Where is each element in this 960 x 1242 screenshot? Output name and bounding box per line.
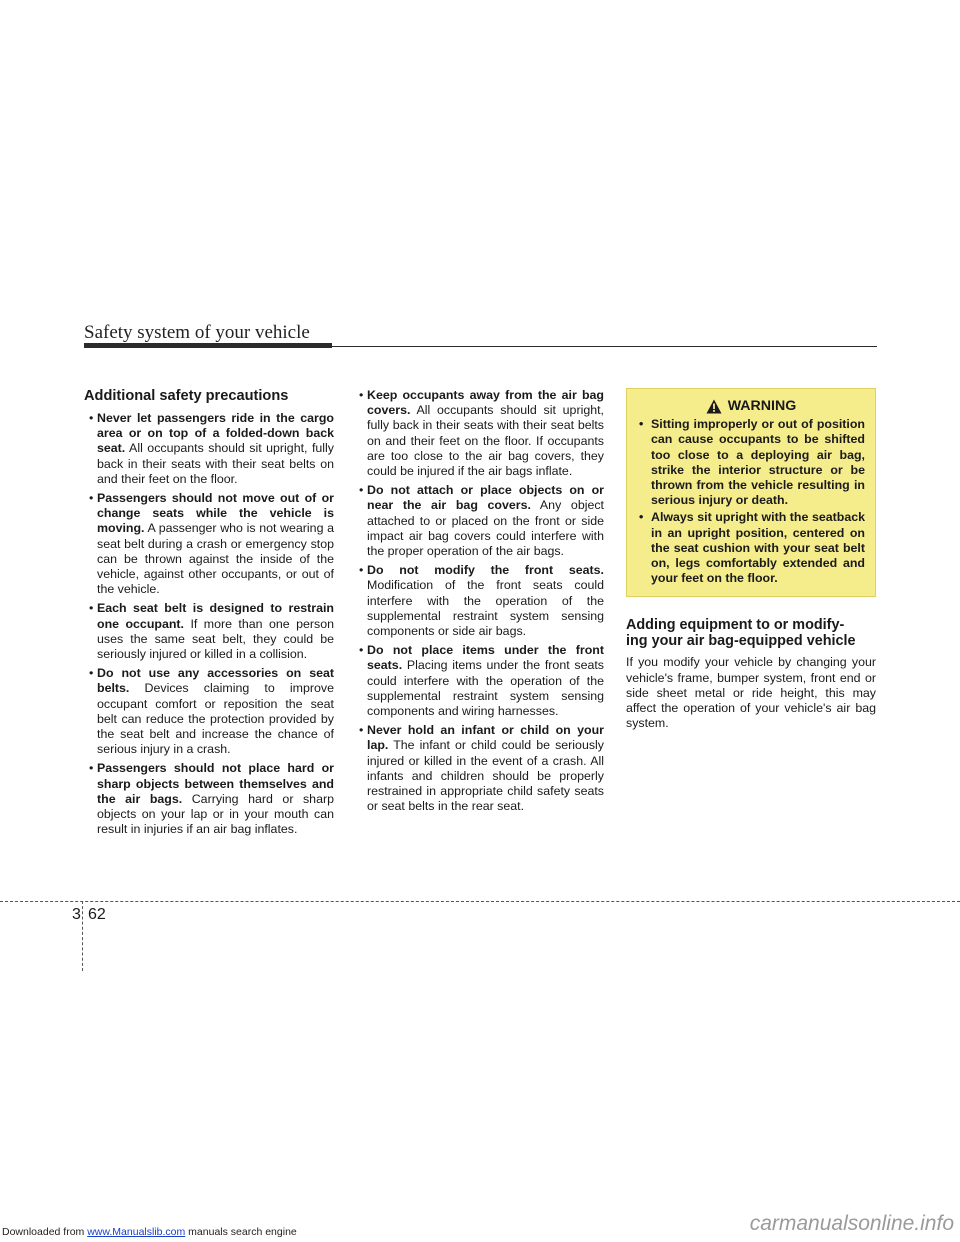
list-item: [637, 417, 865, 508]
bullet-icon: •: [89, 601, 94, 616]
bullet-icon: •: [89, 666, 94, 681]
item-bold: Each seat belt is designed to restrain one occupant.: [97, 601, 334, 631]
bullet-icon: •: [89, 411, 94, 425]
item-text: Carrying hard or sharp objects on your lap or in your mouth can result in injuries if an air bag inflates.: [97, 791, 334, 837]
right-column: [626, 388, 876, 731]
download-footer: [2, 1226, 297, 1238]
warning-header: [637, 399, 865, 414]
heading-line-1: Adding equipment to or modify-: [626, 617, 845, 634]
bullet-icon: •: [359, 563, 364, 578]
bullet-icon: •: [359, 483, 364, 498]
warning-text: Always sit upright with the seatback in an upright position, centered on the seat cushion with your seat belt on, legs comfortably extended and your feet on the floor.: [651, 510, 865, 586]
warning-title: WARNING: [727, 398, 797, 414]
bullet-icon: •: [639, 510, 644, 525]
item-bold: Do not use any accessories on seat belts.: [97, 666, 334, 696]
bullet-icon: •: [359, 643, 364, 658]
page-number: 62: [88, 906, 106, 923]
warning-list: [637, 417, 865, 586]
modification-paragraph: If you modify your vehicle by changing your vehicle's frame, bumper system, front end or side sheet metal or ride height, this may affect the operation of your vehicle's air bag system.: [626, 655, 876, 731]
item-bold: Passengers should not move out of or change seats while the vehicle is moving.: [97, 491, 334, 536]
left-column: [84, 388, 334, 841]
item-text: Placing items under the front seats could interfere with the operation of the supplemental restraint system sensing components and wiring harnesses.: [367, 658, 604, 719]
item-bold: Keep occupants away from the air bag covers.: [367, 388, 604, 418]
item-text: A passenger who is not wearing a seat belt during a crash or emergency stop can be thrown against the inside of the vehicle, against other occupants, or out of the vehicle.: [97, 521, 334, 597]
list-item: [91, 666, 334, 757]
bullet-icon: •: [639, 417, 644, 432]
item-text: Devices claiming to improve occupant comfort or reposition the seat belt can reduce the protection provided by the seat belt and increase the chance of serious injury in a crash.: [97, 681, 334, 757]
list-item: [361, 563, 604, 639]
footer-suffix: manuals search engine: [185, 1226, 297, 1238]
warning-triangle-icon: [706, 399, 722, 414]
item-bold: Do not place items under the front seats.: [367, 643, 604, 673]
item-text: Any object attached to or placed on the front or side impact air bag covers could interfere with the proper operation of the air bags.: [367, 498, 604, 559]
item-bold: Never let passengers ride in the cargo area or on top of a folded-down back seat.: [97, 411, 334, 456]
list-item: [361, 388, 604, 479]
precautions-list: [91, 411, 334, 837]
warning-box: [626, 388, 876, 597]
heading-line-2: ing your air bag-equipped vehicle: [626, 633, 856, 650]
list-item: [361, 723, 604, 814]
item-text: Modification of the front seats could interfere with the operation of the supplemental restraint system sensing components or side air bags.: [367, 578, 604, 639]
list-item: [91, 761, 334, 837]
section-number: 3: [72, 906, 81, 923]
item-bold: Never hold an infant or child on your lap.: [367, 723, 604, 753]
page-header-title: Safety system of your vehicle: [84, 322, 310, 343]
bullet-icon: •: [359, 388, 364, 402]
airbag-precautions-list: [361, 388, 604, 814]
section-heading-additional-safety: Additional safety precautions: [84, 388, 289, 404]
bullet-icon: •: [89, 761, 94, 776]
item-bold: Do not attach or place objects on or near the air bag covers.: [367, 483, 604, 513]
middle-column: [361, 388, 604, 818]
list-item: [637, 510, 865, 586]
item-bold: Passengers should not place hard or sharp objects between themselves and the air bags.: [97, 761, 334, 806]
list-item: [361, 643, 604, 719]
list-item: [91, 411, 334, 487]
item-text: If more than one person uses the same seat belt, they could be seriously injured or killed in a collision.: [97, 616, 334, 662]
section-heading-adding-equipment: [626, 617, 876, 649]
item-text: The infant or child could be seriously injured or killed in the event of a crash. All infants and children should be properly restrained in appropriate child safety seats or seat belts in the rear seat.: [367, 738, 604, 814]
bullet-icon: •: [359, 723, 364, 738]
item-text: All occupants should sit upright, fully back in their seats with their seat belts on and their feet on the floor. If occupants are too close to the air bag covers, they could be injured if the air bags inflate.: [367, 403, 604, 479]
item-text: All occupants should sit upright, fully back in their seats with their seat belts on and their feet on the floor.: [97, 441, 334, 486]
watermark: carmanualsonline.info: [749, 1212, 954, 1235]
header-bar: [84, 343, 332, 348]
list-item: [91, 491, 334, 597]
footer-dashed-rule: [0, 901, 960, 902]
manualslib-link[interactable]: www.Manualslib.com: [87, 1226, 186, 1238]
warning-text: Sitting improperly or out of position can cause occupants to be shifted too close to a deploying air bag, strike the interior structure or be thrown from the vehicle resulting in serious injury or death.: [651, 417, 865, 508]
list-item: [91, 601, 334, 662]
page-number-divider: [82, 901, 83, 971]
item-bold: Do not modify the front seats.: [367, 563, 604, 578]
footer-prefix: Downloaded from: [2, 1226, 88, 1238]
bullet-icon: •: [89, 491, 94, 506]
list-item: [361, 483, 604, 559]
header-rule: [332, 346, 877, 347]
